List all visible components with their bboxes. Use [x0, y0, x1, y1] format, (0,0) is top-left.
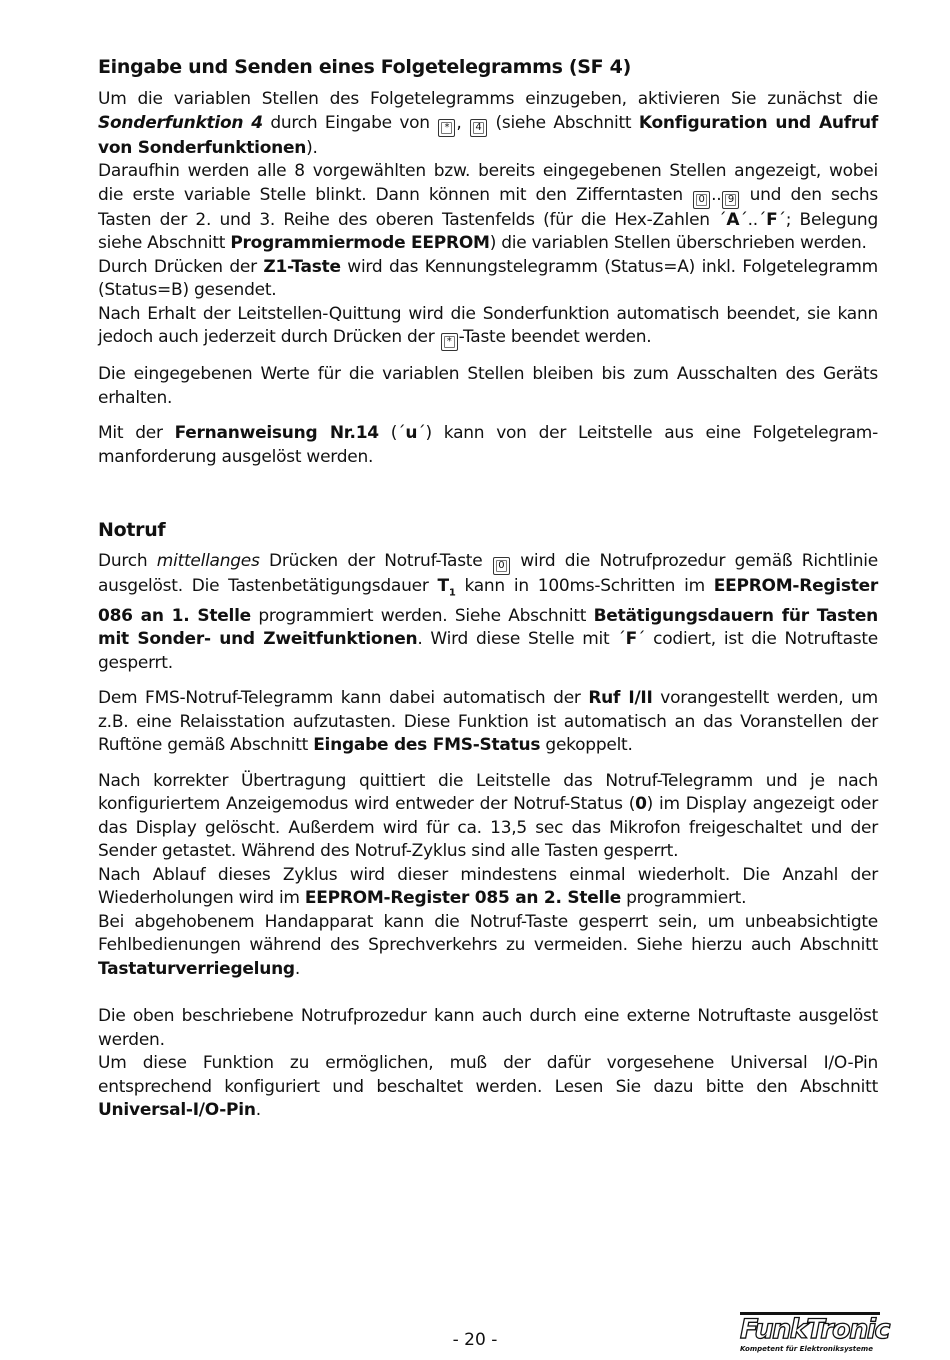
paragraph: Die oben beschriebene Notrufprozedur kann auch durch eine externe Notruftaste ausgelöst werden.	[98, 1006, 878, 1050]
section-heading-folgetelegramm: Eingabe und Senden eines Folgetelegramms (SF 4)	[98, 56, 631, 78]
logo-tagline: Kompetent für Elektroniksysteme	[740, 1345, 873, 1353]
paragraph: Die eingegebenen Werte für die variablen Stellen bleiben bis zum Ausschalten des Geräts erhalten.	[98, 364, 878, 408]
key-0-icon: 0	[493, 557, 510, 575]
paragraph: Nach Ablauf dieses Zyklus wird dieser mindestens einmal wiederholt. Die Anzahl der Wiederholungen wird im EEPROM-Register 085 an 2. Stelle programmiert.	[98, 864, 878, 909]
page-number: - 20 -	[452, 1330, 498, 1350]
funktronic-logo	[740, 1312, 890, 1353]
paragraph: Bei abgehobenem Handapparat kann die Notruf-Taste gesperrt sein, um unbeabsichtigte Fehlbedienungen während des Sprechverkehrs zu vermeiden. Siehe hierzu auch Abschnitt Tastaturverriegelung.	[98, 911, 878, 979]
paragraph: Nach Erhalt der Leitstellen-Quittung wird die Sonderfunktion automatisch beendet, sie kann jedoch auch jederzeit durch Drücken der * -Taste beendet werden.	[98, 303, 878, 352]
section-heading-notruf: Notruf	[98, 519, 166, 541]
key-4-icon: 4	[470, 119, 487, 137]
key-star-icon: *	[438, 119, 455, 137]
key-star-icon: *	[441, 333, 458, 351]
key-9-icon: 9	[722, 191, 739, 209]
paragraph: Um diese Funktion zu ermöglichen, muß der dafür vorgesehene Universal I/O-Pin entsprechend konfiguriert und beschaltet werden. Lesen Sie dazu bitte den Abschnitt Universal-I/O-Pin.	[98, 1053, 878, 1121]
paragraph: Mit der Fernanweisung Nr.14 (´u´) kann von der Leitstelle aus eine Folgetelegram-manforderung ausgelöst werden.	[98, 423, 878, 467]
paragraph: Dem FMS-Notruf-Telegramm kann dabei automatisch der Ruf I/II vorangestellt werden, um z.B. eine Relaisstation aufzutasten. Diese Funktion ist automatisch an das Voranstellen der Ruftöne gemäß Abschnitt Eingabe des FMS-Status gekoppelt.	[98, 688, 878, 756]
logo-wordmark: FunkTronic	[740, 1314, 890, 1345]
paragraph: Um die variablen Stellen des Folgetelegramms einzugeben, aktivieren Sie zunächst die Sonderfunktion 4 durch Eingabe von * , 4 (siehe Abschnitt Konfiguration und Aufruf von Sonderfunktionen).	[98, 89, 879, 158]
paragraph: Nach korrekter Übertragung quittiert die Leitstelle das Notruf-Telegramm und je nach konfiguriertem Anzeigemodus wird entweder der Notruf-Status (0) im Display angezeigt oder das Display gelöscht. Außerdem wird für ca. 13,5 sec das Mikrofon freigeschaltet und der Sender getastet. Während des Notruf-Zyklus sind alle Tasten gesperrt.	[98, 770, 878, 862]
paragraph: Durch mittellanges Drücken der Notruf-Taste 0 wird die Notrufprozedur gemäß Richtlinie ausgelöst. Die Tastenbetätigungsdauer $T_1$ kann in 100ms-Schritten im EEPROM-Register 086 an 1. Stelle programmiert werden. Siehe Abschnitt Betätigungsdauern für Tasten mit Sonder- und Zweitfunktionen. Wird diese Stelle mit ´F´ codiert, ist die Notruftaste gesperrt.	[98, 551, 879, 673]
paragraph: Daraufhin werden alle 8 vorgewählten bzw. bereits eingegebenen Stellen angezeigt, wobei die erste variable Stelle blinkt. Dann können mit den Zifferntasten 0 .. 9 und den sechs Tasten der 2. und 3. Reihe des oberen Tastenfelds (für die Hex-Zahlen ´A´..´F´; Belegung siehe Abschnitt Programmiermode EEPROM) die variablen Stellen überschrieben werden.	[98, 161, 879, 253]
key-0-icon: 0	[693, 191, 710, 209]
paragraph: Durch Drücken der Z1-Taste wird das Kennungstelegramm (Status=A) inkl. Folgetelegramm (Status=B) gesendet.	[98, 256, 878, 300]
document-body	[98, 56, 878, 1123]
